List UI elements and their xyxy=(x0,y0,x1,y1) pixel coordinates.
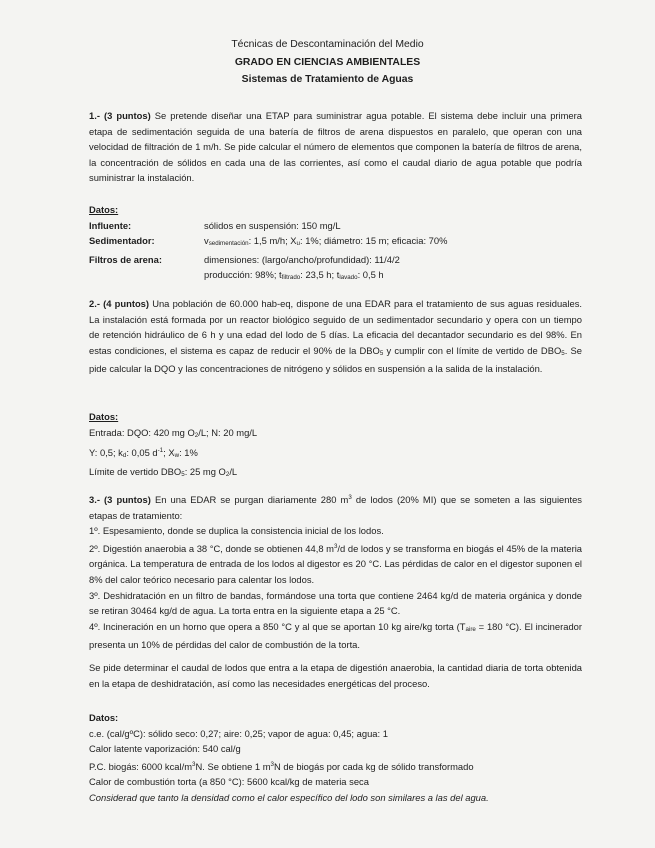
sed-v-b: : 1,5 m/h; X xyxy=(248,235,297,247)
p3s4b: = 180 °C). El incinerador presenta un 10% de pérdidas del calor de combustión de la torta. xyxy=(89,620,582,651)
p3-step-4 xyxy=(89,619,582,653)
p3d3sup1: 3 xyxy=(192,760,196,768)
p3-data-note: Considerad que tanto la densidad como el calor específico del lodo son similares a las del agua. xyxy=(89,791,489,803)
influente-row xyxy=(89,218,582,234)
p3s4sub: aire xyxy=(465,625,476,633)
sedimentador-key: Sedimentador: xyxy=(89,235,155,247)
sed-v-sub2: u xyxy=(296,240,300,248)
sed-v: v xyxy=(204,235,209,247)
p2-text-c: . Se pide calcular la DQO y las concentraciones de nitrógeno y sólidos en suspensión a la salida de la instalación. xyxy=(89,344,582,375)
problem-3-statement xyxy=(89,490,582,691)
influente-key: Influente: xyxy=(89,219,132,231)
p3-step-1: 1º. Espesamiento, donde se duplica la consistencia inicial de los lodos. xyxy=(89,525,384,537)
problem-3-data-label: Datos: xyxy=(89,712,119,723)
problem-1-tag: 1.- (3 puntos) xyxy=(89,110,151,121)
p3ib: de lodos (20% MI) que se someten a las siguientes etapas de tratamiento: xyxy=(89,494,582,521)
fil-b: : 23,5 h; t xyxy=(300,269,340,281)
sedimentador-value xyxy=(204,233,582,252)
p3s2a: 2º. Digestión anaerobia a 38 °C, donde se obtienen 44,8 m xyxy=(89,542,334,554)
p2d2s2: w xyxy=(174,452,180,460)
p2-data-line-1 xyxy=(89,425,582,444)
p2-text-a: Una población de 60.000 hab-eq, dispone de una EDAR para el tratamiento de sus aguas residuales. La instalación está formada por un reactor biológico seguido de un sedimentador secundario y opera con un tiempo de retención hidráulico de 6 h y una edad del lodo de 5 días. La eficacia del decantador secundario es del 98%. En estas condiciones, el sistema es capaz de reducir el 90% de la DBO xyxy=(89,298,582,356)
p3-intro xyxy=(89,490,582,523)
p3-ask: Se pide determinar el caudal de lodos que entra a la etapa de digestión anaerobia, la cantidad diaria de torta obtenida en la etapa de deshidratación, así como las necesidades energéticas del proceso. xyxy=(89,661,582,689)
degree-title: GRADO EN CIENCIAS AMBIENTALES xyxy=(234,56,421,68)
p2-sub1: 5 xyxy=(379,349,384,357)
problem-1-text: Se pretende diseñar una ETAP para suministrar agua potable. El sistema debe incluir una primera etapa de sedimentación seguida de una batería de filtros de arena dispuestos en paralelo, que operan con una velocidad de filtración de 1 m/h. Se pide calcular el número de elementos que componen la batería de filtros de arena, la concentración de sólidos en cada una de las corrientes, así como el caudal diario de agua potable que podría suministrar la instalación. xyxy=(89,110,582,184)
p3d3a: P.C. biogás: 6000 kcal/m xyxy=(89,760,193,772)
p3ia: En una EDAR se purgan diariamente 280 m xyxy=(150,494,349,505)
sed-v-sub: sedimentación xyxy=(208,240,249,248)
course-title: Técnicas de Descontaminación del Medio xyxy=(231,39,424,50)
p2-text-b: y cumplir con el límite de vertido de DBO xyxy=(383,344,562,356)
p2d1a: Entrada: DQO: 420 mg O xyxy=(89,426,195,438)
problem-1-data-label: Datos: xyxy=(89,204,119,215)
sed-v-c: : 1%; diámetro: 15 m; eficacia: 70% xyxy=(299,235,448,247)
p3isup: 3 xyxy=(348,494,352,501)
problem-2-data xyxy=(89,409,582,482)
fil-c: : 0,5 h xyxy=(357,269,384,281)
p2d3s1: 5 xyxy=(181,470,185,478)
filtros-value-2 xyxy=(89,267,582,286)
p3-data-line-3 xyxy=(89,757,582,775)
problem-2-statement xyxy=(89,296,582,377)
p3-data-line-4: Calor de combustión torta (a 850 °C): 5600 kcal/kg de materia seca xyxy=(89,776,369,788)
problem-3-tag: 3.- (3 puntos) xyxy=(89,494,151,505)
p2d2b: : 0,05 d xyxy=(126,447,158,459)
influente-value: sólidos en suspensión: 150 mg/L xyxy=(204,219,341,231)
fil-a: producción: 98%; t xyxy=(204,269,282,281)
filtros-row xyxy=(89,252,582,268)
p3d3c: N de biogás por cada kg de sólido transformado xyxy=(273,760,474,772)
p3s2b: /d de lodos y se transforma en biogás el 45% de la materia orgánica. La temperatura de entrada de los lodos al digestor es 20 °C. Las pérdidas de calor en el digestor suponen el 8% del calor teórico necesario para calentar los lodos. xyxy=(89,542,582,585)
topic-title: Sistemas de Tratamiento de Aguas xyxy=(241,74,414,85)
p3-step-3: 3º. Deshidratación en un filtro de bandas, formándose una torta que contiene 2464 kg/d de materia orgánica y donde se retiran 30464 kg/d de agua. La torta entra en la siguiente etapa a 25 °C. xyxy=(89,589,582,617)
p2-sub2: 5 xyxy=(561,349,565,357)
filtros-value-1: dimensiones: (largo/ancho/profundidad): 11/4/2 xyxy=(204,253,400,265)
p2d3s2: 2 xyxy=(225,470,230,478)
p2d1b: /L; N: 20 mg/L xyxy=(198,426,258,438)
p3-data-line-2: Calor latente vaporización: 540 cal/g xyxy=(89,743,241,755)
p2d2d: : 1% xyxy=(179,447,198,459)
sedimentador-row xyxy=(89,233,582,252)
problem-2-tag: 2.- (4 puntos) xyxy=(89,298,150,309)
problem-1-data xyxy=(89,202,582,286)
p2d2s1: d xyxy=(122,452,127,460)
p2d3c: /L xyxy=(229,465,238,477)
p2-data-line-2 xyxy=(89,443,582,464)
filtros-key: Filtros de arena: xyxy=(89,253,162,265)
p3d3sup2: 3 xyxy=(270,760,274,768)
p2d1s: 2 xyxy=(194,431,199,439)
p2-data-line-3 xyxy=(89,464,582,483)
fil-sub2: lavado xyxy=(339,274,358,282)
p3-step-2 xyxy=(89,539,582,588)
p2d3a: Límite de vertido DBO xyxy=(89,465,182,477)
p2d2sup: -1 xyxy=(157,447,164,455)
document-header xyxy=(0,36,655,89)
p3s2sup: 3 xyxy=(333,542,338,550)
fil-sub1: filtrado xyxy=(281,274,301,282)
p3d3b: N. Se obtiene 1 m xyxy=(195,760,271,772)
p3s4a: 4º. Incineración en un horno que opera a 850 °C y al que se aportan 10 kg aire/kg torta (T xyxy=(89,620,466,632)
p2d3b: : 25 mg O xyxy=(184,465,226,477)
problem-3-data xyxy=(89,710,582,806)
problem-1-statement xyxy=(89,108,582,186)
p2d2a: Y: 0,5; k xyxy=(89,447,123,459)
p2d2c: ; X xyxy=(163,447,175,459)
p3-data-line-1: c.e. (cal/gºC): sólido seco: 0,27; aire: 0,25; vapor de agua: 0,45; agua: 1 xyxy=(89,727,388,739)
problem-2-data-label: Datos: xyxy=(89,411,119,422)
